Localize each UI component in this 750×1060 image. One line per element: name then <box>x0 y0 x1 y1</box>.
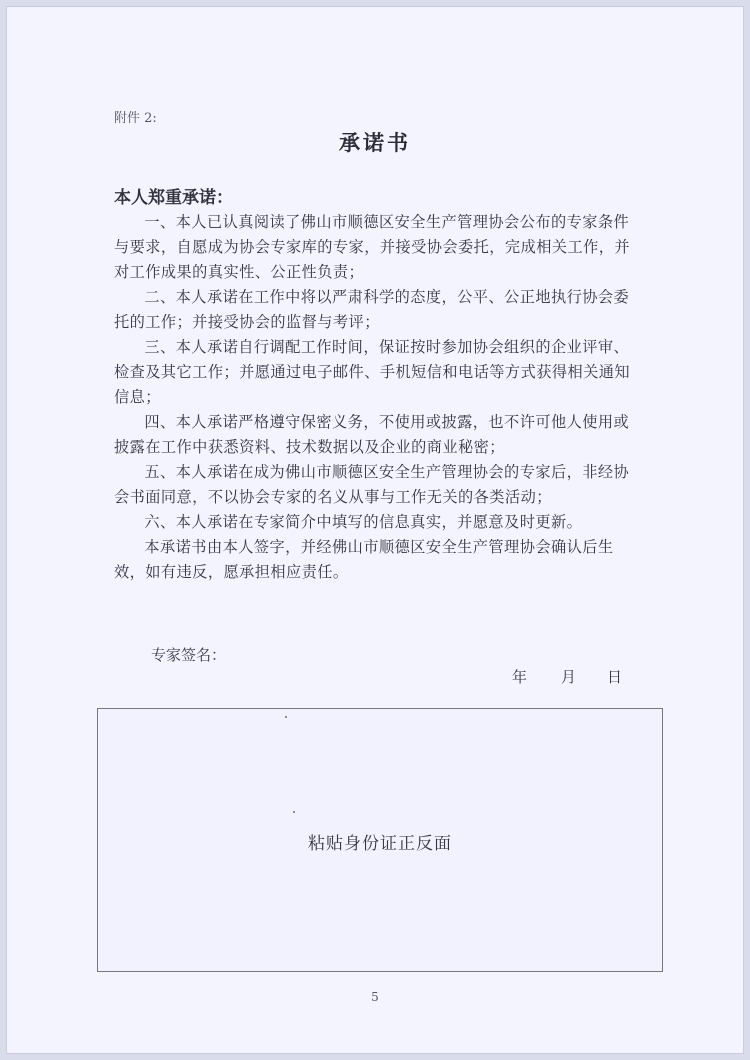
month-label: 月 <box>561 668 577 686</box>
attachment-label: 附件 2: <box>114 111 157 126</box>
commitment-paragraph-1: 一、本人已认真阅读了佛山市顺德区安全生产管理协会公布的专家条件与要求，自愿成为协会专家库的专家，并接受协会委托，完成相关工作，并对工作成果的真实性、公正性负责； <box>114 213 631 281</box>
date-line <box>512 666 622 687</box>
commitment-paragraph-7: 本承诺书由本人签字，并经佛山市顺德区安全生产管理协会确认后生效，如有违反，愿承担相应责任。 <box>114 538 614 581</box>
commitment-paragraph-6: 六、本人承诺在专家简介中填写的信息真实，并愿意及时更新。 <box>144 513 583 531</box>
commitment-body <box>114 210 644 585</box>
scan-speck <box>293 811 295 813</box>
commitment-paragraph-3: 三、本人承诺自行调配工作时间，保证按时参加协会组织的企业评审、检查及其它工作；并愿通过电子邮件、手机短信和电话等方式获得相关通知信息； <box>114 338 631 406</box>
day-label: 日 <box>607 668 623 686</box>
commitment-paragraph-4: 四、本人承诺严格遵守保密义务，不使用或披露，也不许可他人使用或披露在工作中获悉资料、技术数据以及企业的商业秘密； <box>114 413 630 456</box>
id-card-paste-label: 粘贴身份证正反面 <box>308 834 452 854</box>
intro-text: 本人郑重承诺： <box>114 188 233 208</box>
signature-label: 专家签名： <box>151 646 227 664</box>
commitment-paragraph-5: 五、本人承诺在成为佛山市顺德区安全生产管理协会的专家后，非经协会书面同意，不以协会专家的名义从事与工作无关的各类活动； <box>114 463 630 506</box>
year-label: 年 <box>512 668 528 686</box>
id-card-paste-box <box>97 708 663 972</box>
document-title: 承诺书 <box>339 130 411 155</box>
page-number: 5 <box>371 990 379 1004</box>
scan-speck <box>285 716 287 718</box>
commitment-paragraph-2: 二、本人承诺在工作中将以严肃科学的态度，公平、公正地执行协会委托的工作；并接受协会的监督与考评； <box>114 288 630 331</box>
